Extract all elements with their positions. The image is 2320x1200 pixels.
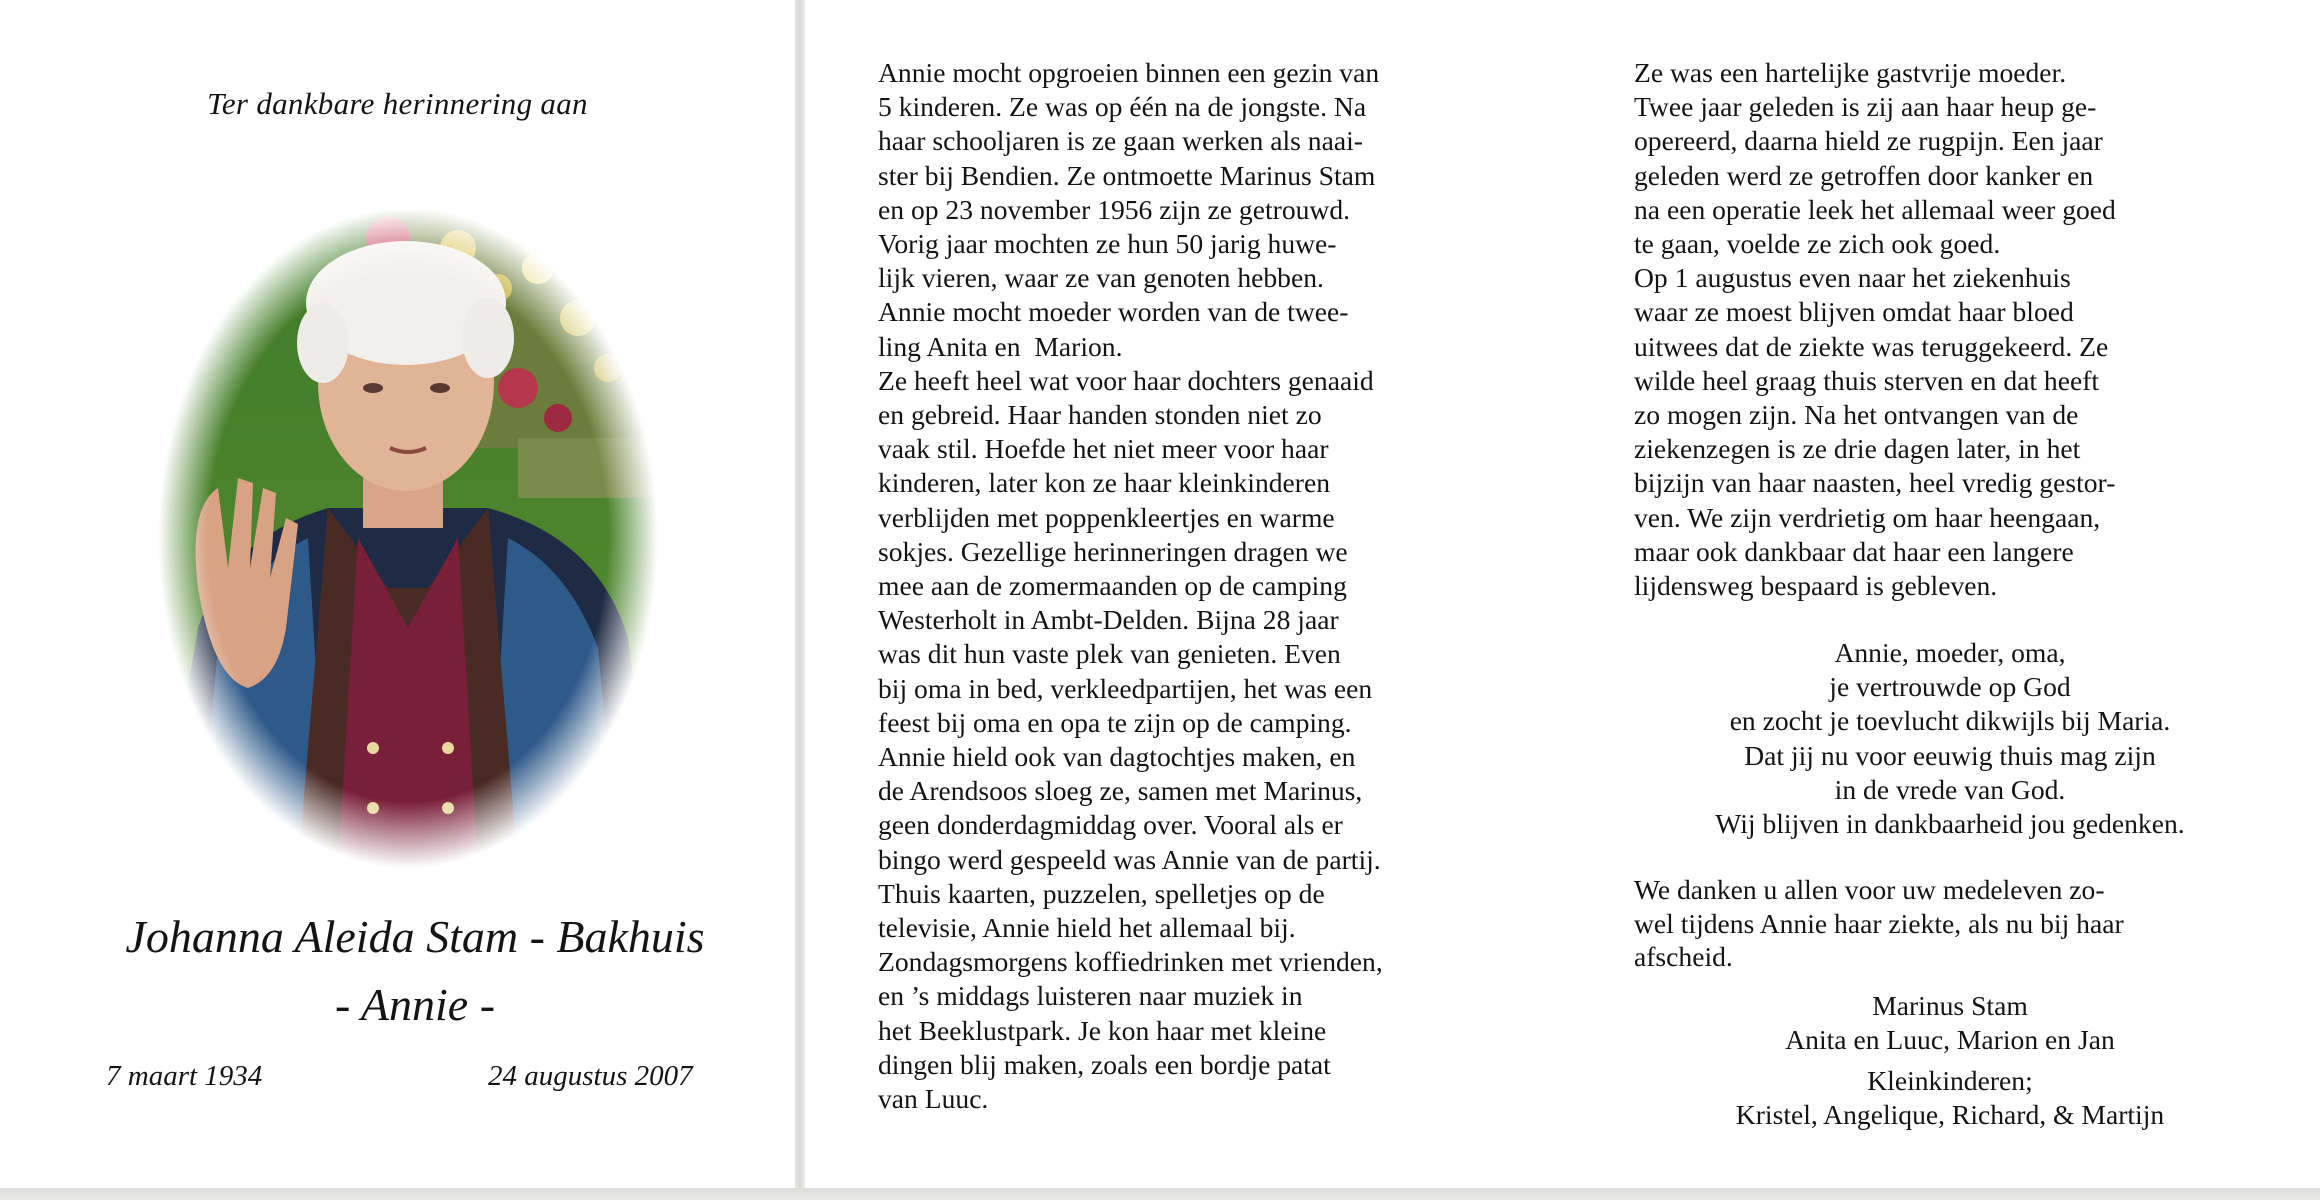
text-line: Westerholt in Ambt-Delden. Bijna 28 jaar — [878, 604, 1339, 636]
text-line: zo mogen zijn. Na het ontvangen van de — [1634, 399, 2079, 431]
text-line: de Arendsoos sloeg ze, samen met Marinus, — [878, 775, 1363, 807]
text-line: 5 kinderen. Ze was op één na de jongste. Na — [878, 91, 1367, 123]
text-line: ziekenzegen is ze drie dagen later, in het — [1634, 433, 2081, 465]
deceased-nickname: - Annie - — [334, 979, 496, 1030]
text-line: in de vrede van God. — [1834, 773, 2066, 805]
text-line: na een operatie leek het allemaal weer goed — [1634, 193, 2116, 225]
text-line: opereerd, daarna hield ze rugpijn. Een jaar — [1634, 125, 2103, 157]
text-line: Op 1 augustus even naar het ziekenhuis — [1634, 262, 2071, 294]
text-line: Ze was een hartelijke gastvrije moeder. — [1634, 57, 2067, 88]
text-line: vaak stil. Hoefde het niet meer voor haar — [878, 433, 1329, 465]
text-line: waar ze moest blijven omdat haar bloed — [1634, 296, 2074, 328]
text-line: was dit hun vaste plek van genieten. Even — [878, 638, 1341, 670]
text-line: feest bij oma en opa te zijn op de camping. — [878, 706, 1352, 738]
text-line: het Beeklustpark. Je kon haar met kleine — [878, 1014, 1327, 1046]
text-line: Thuis kaarten, puzzelen, spelletjes op de — [878, 877, 1325, 909]
text-line: bijzijn van haar naasten, heel vredig gestor- — [1634, 467, 2116, 499]
text-line: ling Anita en Marion. — [878, 330, 1123, 362]
text-line: Zondagsmorgens koffiedrinken met vrienden, — [878, 946, 1383, 978]
text-line: geleden werd ze getroffen door kanker en — [1634, 159, 2094, 191]
text-line: haar schooljaren is ze gaan werken als naai- — [878, 125, 1363, 157]
signature-spouse: Marinus Stam — [1872, 990, 2028, 1021]
text-line: afscheid. — [1634, 941, 1733, 972]
portrait-photo — [158, 208, 658, 868]
text-line: Annie hield ook van dagtochtjes maken, en — [878, 741, 1356, 773]
text-line: van Luuc. — [878, 1083, 989, 1115]
biography-column-2 — [1634, 56, 2274, 603]
text-line: je vertrouwde op God — [1829, 671, 2071, 703]
text-line: Twee jaar geleden is zij aan haar heup ge- — [1634, 91, 2097, 123]
text-line: en op 23 november 1956 zijn ze getrouwd. — [878, 193, 1351, 225]
text-line: geen donderdagmiddag over. Vooral als er — [878, 809, 1343, 841]
text-line: wel tijdens Annie haar ziekte, als nu bij haar — [1634, 907, 2124, 939]
signature-grandchildren: Kristel, Angelique, Richard, & Martijn — [1735, 1098, 2165, 1130]
text-line: Annie mocht opgroeien binnen een gezin van — [878, 57, 1380, 88]
text-line: Vorig jaar mochten ze hun 50 jarig huwe- — [878, 228, 1337, 260]
text-line: mee aan de zomermaanden op de camping — [878, 570, 1347, 602]
death-date: 24 augustus 2007 — [488, 1060, 693, 1092]
memorial-verse — [1634, 636, 2266, 841]
text-line: te gaan, voelde ze zich ook goed. — [1634, 228, 2001, 260]
text-line: maar ook dankbaar dat haar een langere — [1634, 535, 2074, 567]
intro-heading: Ter dankbare herinnering aan — [207, 86, 588, 121]
biography-column-1 — [878, 56, 1518, 1116]
text-line: lijdensweg bespaard is gebleven. — [1634, 570, 1998, 602]
text-line: Ze heeft heel wat voor haar dochters genaaid — [878, 364, 1374, 396]
signature-grandchildren-label: Kleinkinderen; — [1867, 1065, 2033, 1096]
text-line: ven. We zijn verdrietig om haar heengaan, — [1634, 501, 2101, 533]
text-line: Wij blijven in dankbaarheid jou gedenken. — [1715, 808, 2185, 840]
text-line: dingen blij maken, zoals een bordje patat — [878, 1048, 1331, 1080]
text-line: verblijden met poppenkleertjes en warme — [878, 501, 1335, 533]
text-line: sokjes. Gezellige herinneringen dragen we — [878, 535, 1348, 567]
signature-children: Anita en Luuc, Marion en Jan — [1785, 1023, 2115, 1055]
text-line: lijk vieren, waar ze van genoten hebben. — [878, 262, 1324, 294]
text-line: en gebreid. Haar handen stonden niet zo — [878, 399, 1322, 431]
text-line: Annie, moeder, oma, — [1834, 637, 2066, 668]
card-bottom-edge — [0, 1188, 2320, 1200]
text-line: en zocht je toevlucht dikwijls bij Maria. — [1729, 705, 2171, 737]
text-line: bingo werd gespeeld was Annie van de partij. — [878, 843, 1381, 875]
deceased-name: Johanna Aleida Stam - Bakhuis — [125, 911, 705, 962]
thanks-paragraph — [1634, 873, 2274, 974]
text-line: en ’s middags luisteren naar muziek in — [878, 980, 1303, 1012]
text-line: kinderen, later kon ze haar kleinkinderen — [878, 467, 1331, 499]
text-line: We danken u allen voor uw medeleven zo- — [1634, 874, 2105, 905]
text-line: Dat jij nu voor eeuwig thuis mag zijn — [1744, 739, 2156, 771]
birth-date: 7 maart 1934 — [106, 1060, 263, 1092]
text-line: Annie mocht moeder worden van de twee- — [878, 296, 1349, 328]
family-signature — [1634, 989, 2266, 1131]
text-line: televisie, Annie hield het allemaal bij. — [878, 912, 1296, 944]
text-line: wilde heel graag thuis sterven en dat heeft — [1634, 364, 2100, 396]
text-line: ster bij Bendien. Ze ontmoette Marinus Stam — [878, 159, 1376, 191]
text-line: bij oma in bed, verkleedpartijen, het was een — [878, 672, 1373, 704]
text-line: uitwees dat de ziekte was teruggekeerd. Ze — [1634, 330, 2109, 362]
